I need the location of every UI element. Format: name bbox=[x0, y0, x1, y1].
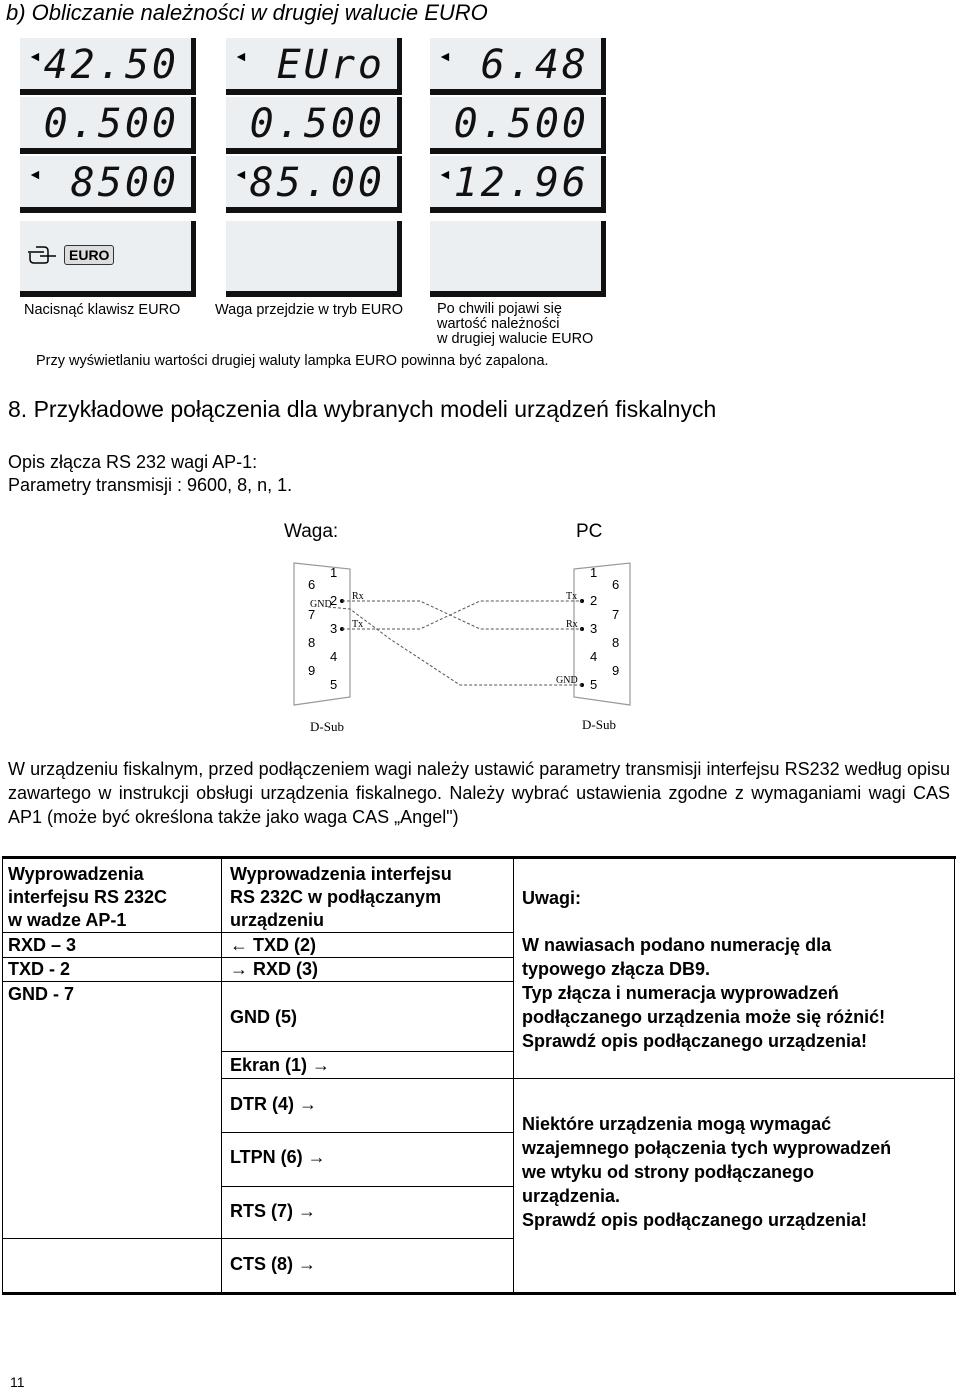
wires bbox=[328, 601, 582, 685]
left-pin-9: 9 bbox=[308, 663, 316, 678]
connector-description: Opis złącza RS 232 wagi AP-1: bbox=[8, 452, 258, 472]
right-pin-9: 9 bbox=[612, 663, 620, 678]
pointing-hand-icon bbox=[26, 243, 60, 265]
display-value: 6.48 bbox=[480, 42, 589, 88]
display-value: EUro bbox=[276, 42, 385, 88]
display-value: 0.500 bbox=[43, 101, 179, 147]
display-value: 85.00 bbox=[249, 160, 385, 206]
right-pin-4: 4 bbox=[590, 649, 598, 664]
row-rxd-device: ← TXD (2) bbox=[230, 935, 317, 955]
header-device-pins-l1: Wyprowadzenia interfejsu bbox=[230, 864, 452, 884]
right-pin-5: 5 bbox=[590, 677, 598, 692]
diagram-right-title: PC bbox=[576, 521, 603, 542]
indicator-arrow-icon: ◄ bbox=[234, 166, 248, 182]
key-panel bbox=[226, 221, 402, 297]
right-gnd-label: GND bbox=[556, 675, 578, 686]
display-total bbox=[20, 156, 196, 213]
note1-line4: podłączanego urządzenia może się różnić! bbox=[522, 1007, 886, 1027]
indicator-arrow-icon: ◄ bbox=[28, 48, 42, 64]
row-txd-device: → RXD (3) bbox=[230, 959, 319, 979]
row-rxd-scale: RXD – 3 bbox=[8, 935, 77, 955]
row-dtr: DTR (4) → bbox=[230, 1094, 317, 1114]
display-euro-price bbox=[430, 38, 606, 95]
left-pin-5: 5 bbox=[330, 677, 338, 692]
left-pin-4: 4 bbox=[330, 649, 338, 664]
display-value: 42.50 bbox=[43, 42, 179, 88]
row-txd-scale: TXD - 2 bbox=[8, 959, 71, 979]
header-scale-pins-l2: interfejsu RS 232C bbox=[8, 887, 168, 907]
note2-line4: urządzenia. bbox=[522, 1186, 621, 1206]
page-number: 11 bbox=[10, 1374, 25, 1390]
display-value: 0.500 bbox=[453, 101, 589, 147]
header-scale-pins-l3: w wadze AP-1 bbox=[8, 910, 127, 930]
fiscal-device-paragraph: W urządzeniu fiskalnym, przed podłączeniem wagi należy ustawić parametry transmisji interfejsu RS232 według opisu zawartego w instrukcji obsługi urządzenia fiskalnego. Należy wybrać ustawienia zgodne z wymaganiami wagi CAS AP1 (może być określona także jako waga CAS „Angel") bbox=[8, 759, 950, 827]
indicator-arrow-icon: ◄ bbox=[438, 166, 452, 182]
left-pin-1: 1 bbox=[330, 565, 338, 580]
row-rts: RTS (7) → bbox=[230, 1201, 317, 1221]
note2-line3: we wtyku od strony podłączanego bbox=[522, 1162, 815, 1182]
left-gnd-label: GND bbox=[310, 599, 332, 610]
header-device-pins-l3: urządzeniu bbox=[230, 910, 325, 930]
right-pin-3: 3 bbox=[590, 621, 598, 636]
note1-line5: Sprawdź opis podłączanego urządzenia! bbox=[522, 1031, 868, 1051]
caption-value-line1: Po chwili pojawi się bbox=[437, 301, 562, 317]
diagram-left-title: Waga: bbox=[284, 521, 339, 542]
indicator-arrow-icon: ◄ bbox=[234, 48, 248, 64]
caption-note: Przy wyświetlaniu wartości drugiej waluty lampka EURO powinna być zapalona. bbox=[36, 353, 549, 369]
section-8-heading: 8. Przykładowe połączenia dla wybranych modeli urządzeń fiskalnych bbox=[8, 396, 717, 422]
row-cts: CTS (8) → bbox=[230, 1254, 317, 1274]
header-notes: Uwagi: bbox=[522, 888, 582, 908]
left-dsub-label: D-Sub bbox=[310, 719, 344, 734]
right-rx-label: Rx bbox=[566, 619, 578, 630]
left-pin-3: 3 bbox=[330, 621, 338, 636]
right-tx-label: Tx bbox=[566, 591, 578, 602]
display-weight bbox=[20, 97, 196, 154]
row-ekran: Ekran (1) → bbox=[230, 1055, 331, 1075]
wiring-diagram bbox=[280, 555, 650, 740]
header-scale-pins-l1: Wyprowadzenia bbox=[8, 864, 144, 884]
note2-line2: wzajemnego połączenia tych wyprowadzeń bbox=[522, 1138, 892, 1158]
key-panel bbox=[20, 221, 196, 297]
row-ltpn: LTPN (6) → bbox=[230, 1147, 326, 1167]
euro-key-button: EURO bbox=[64, 245, 114, 265]
display-euro-mode bbox=[226, 38, 402, 95]
note2-line5: Sprawdź opis podłączanego urządzenia! bbox=[522, 1210, 868, 1230]
caption-euro-mode: Waga przejdzie w tryb EURO bbox=[215, 302, 404, 318]
left-connector-outline bbox=[294, 563, 350, 705]
left-pin-7: 7 bbox=[308, 607, 316, 622]
right-pin-2: 2 bbox=[590, 593, 598, 608]
left-pin-6: 6 bbox=[308, 577, 316, 592]
left-pin-8: 8 bbox=[308, 635, 316, 650]
right-dsub-label: D-Sub bbox=[582, 717, 616, 732]
caption-press-euro: Nacisnąć klawisz EURO bbox=[24, 302, 181, 318]
display-value: 8500 bbox=[70, 160, 179, 206]
note1-line2: typowego złącza DB9. bbox=[522, 959, 711, 979]
right-pin-1: 1 bbox=[590, 565, 598, 580]
display-total bbox=[226, 156, 402, 213]
header-device-pins-l2: RS 232C w podłączanym bbox=[230, 887, 442, 907]
display-value: 0.500 bbox=[249, 101, 385, 147]
section-b-heading: b) Obliczanie należności w drugiej walucie EURO bbox=[6, 0, 488, 25]
key-panel bbox=[430, 221, 606, 297]
left-pin-2: 2 bbox=[330, 593, 338, 608]
note1-line3: Typ złącza i numeracja wyprowadzeń bbox=[522, 983, 839, 1003]
display-weight bbox=[430, 97, 606, 154]
right-pin-8: 8 bbox=[612, 635, 620, 650]
left-rx-label: Rx bbox=[352, 591, 364, 602]
note2-line1: Niektóre urządzenia mogą wymagać bbox=[522, 1114, 832, 1134]
display-weight bbox=[226, 97, 402, 154]
transmission-params: Parametry transmisji : 9600, 8, n, 1. bbox=[8, 475, 293, 495]
note1-line1: W nawiasach podano numerację dla bbox=[522, 935, 832, 955]
row-gnd-device: GND (5) bbox=[230, 1007, 297, 1027]
indicator-arrow-icon: ◄ bbox=[28, 166, 42, 182]
display-price bbox=[20, 38, 196, 95]
left-tx-label: Tx bbox=[352, 619, 364, 630]
row-gnd-scale: GND - 7 bbox=[8, 984, 75, 1004]
display-euro-total bbox=[430, 156, 606, 213]
indicator-arrow-icon: ◄ bbox=[438, 48, 452, 64]
right-pin-7: 7 bbox=[612, 607, 620, 622]
right-pin-6: 6 bbox=[612, 577, 620, 592]
caption-value-line2: wartość należności bbox=[437, 316, 560, 332]
display-value: 12.96 bbox=[453, 160, 589, 206]
caption-value-line3: w drugiej walucie EURO bbox=[437, 331, 594, 347]
